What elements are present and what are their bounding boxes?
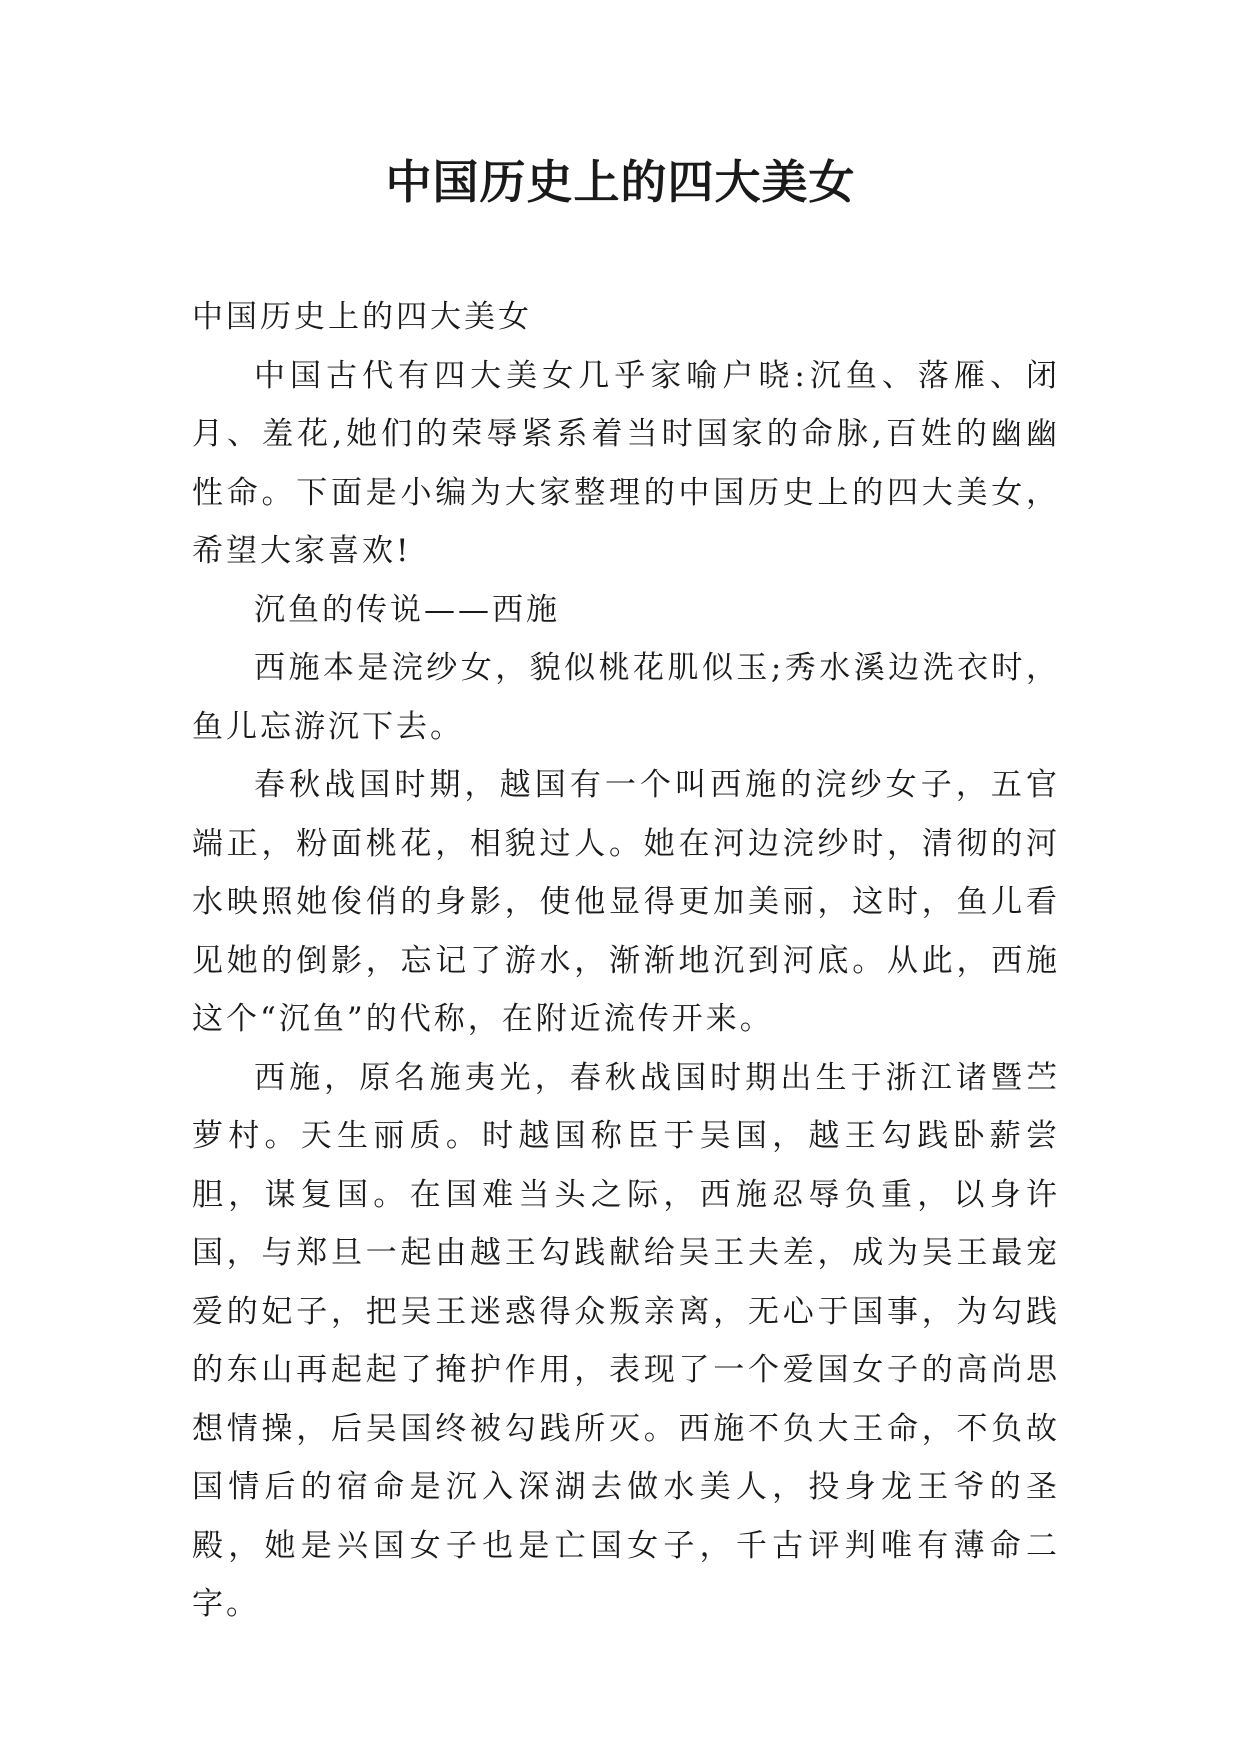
- biography-paragraph: 西施，原名施夷光，春秋战国时期出生于浙江诸暨苎萝村。天生丽质。时越国称臣于吴国，越王勾践卧薪尝胆，谋复国。在国难当头之际，西施忍辱负重，以身许国，与郑旦一起由越王勾践献给吴王夫差，成为吴王最宠爱的妃子，把吴王迷惑得众叛亲离，无心于国事，为勾践的东山再起起了掩护作用，表现了一个爱国女子的高尚思想情操，后吴国终被勾践所灭。西施不负大王命，不负故国情后的宿命是沉入深湖去做水美人，投身龙王爷的圣殿，她是兴国女子也是亡国女子，千古评判唯有薄命二字。: [192, 1059, 1060, 1622]
- legend-paragraph: 春秋战国时期，越国有一个叫西施的浣纱女子，五官端正，粉面桃花，相貌过人。她在河边浣纱时，清彻的河水映照她俊俏的身影，使他显得更加美丽，这时，鱼儿看见她的倒影，忘记了游水，渐渐地沉到河底。从此，西施这个“沉鱼”的代称，在附近流传开来。: [192, 767, 1060, 1037]
- document-body: [192, 288, 1060, 1634]
- poem-paragraph: 西施本是浣纱女，貌似桃花肌似玉;秀水溪边洗衣时，鱼儿忘游沉下去。: [192, 650, 1060, 745]
- body-heading: 中国历史上的四大美女: [192, 299, 532, 335]
- document-title: 中国历史上的四大美女: [385, 155, 856, 209]
- intro-paragraph: 中国古代有四大美女几乎家喻户晓:沉鱼、落雁、闭月、羞花,她们的荣辱紧系着当时国家的命脉,百姓的幽幽性命。下面是小编为大家整理的中国历史上的四大美女，希望大家喜欢!: [192, 357, 1060, 569]
- section-heading-xishi: 沉鱼的传说——西施: [254, 591, 560, 628]
